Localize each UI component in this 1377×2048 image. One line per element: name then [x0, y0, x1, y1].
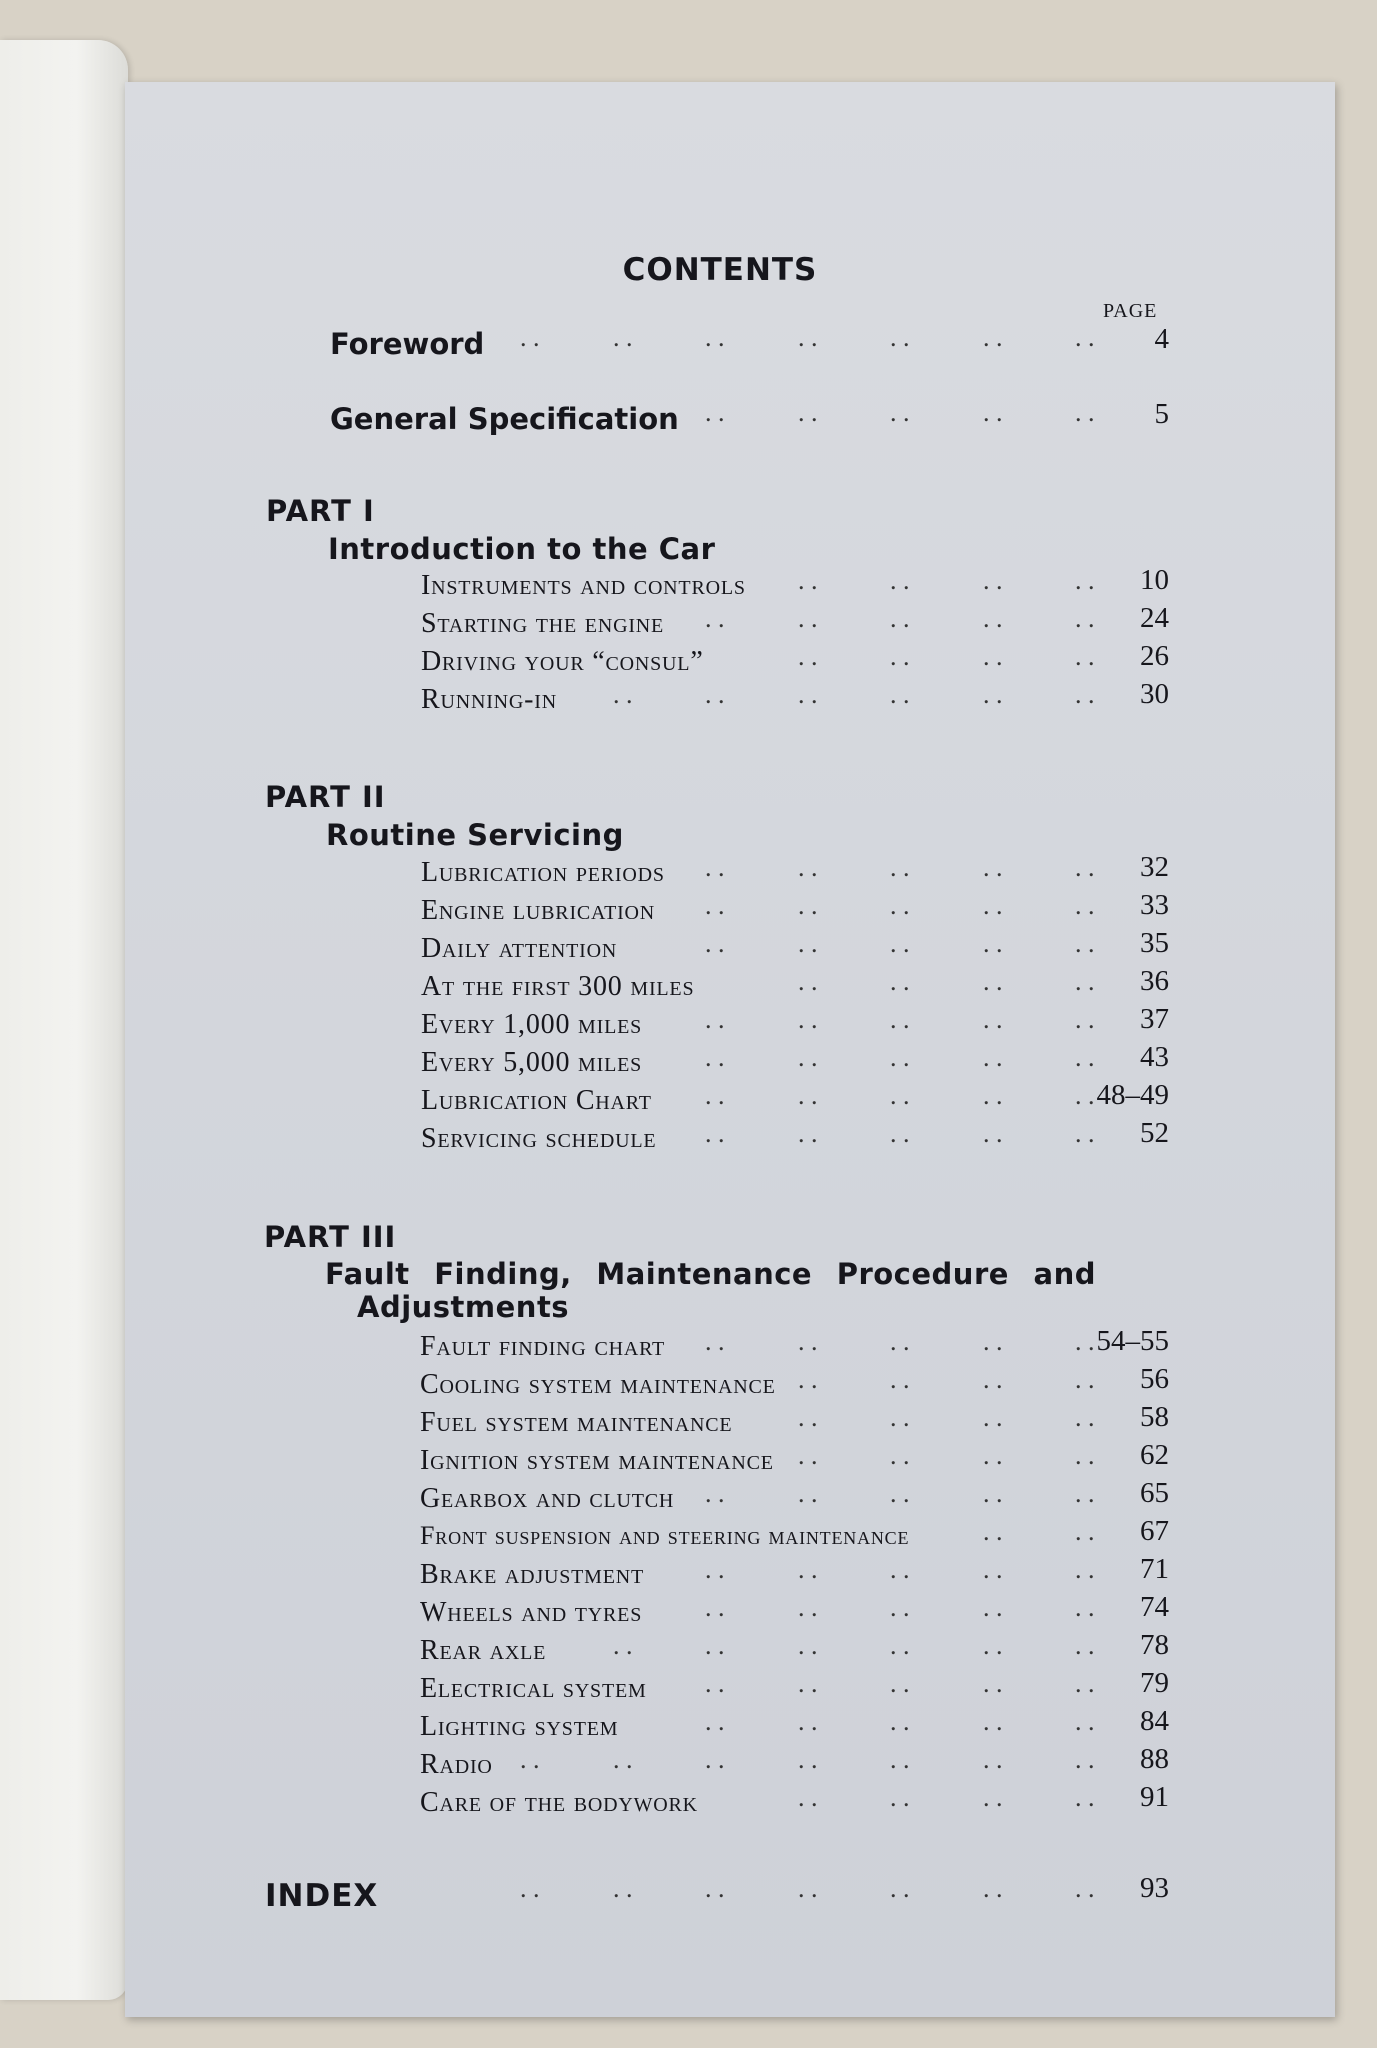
toc-item-label: Starting the engine [421, 608, 665, 639]
dot-leader: . . [983, 1783, 1003, 1812]
dot-leader: . . [798, 1874, 818, 1903]
dot-leader: . . [890, 1707, 910, 1736]
dot-leader: . . [705, 929, 725, 958]
dot-leader: . . [983, 1669, 1003, 1698]
dot-leader: . . [890, 1081, 910, 1110]
toc-item-label: At the first 300 miles [421, 971, 695, 1002]
dot-leader: . . [705, 323, 725, 352]
toc-item [125, 851, 1335, 891]
toc-entry-foreword [125, 323, 1335, 361]
toc-item-page: 10 [1140, 564, 1169, 596]
dot-leader: . . [1075, 1327, 1095, 1356]
toc-item-label: Front suspension and steering maintenance [420, 1521, 910, 1550]
dot-leader: . . [798, 1707, 818, 1736]
dot-leader: . . [705, 1327, 725, 1356]
toc-item [125, 965, 1335, 1005]
part-title: Introduction to the Car [328, 532, 716, 566]
dot-leader: . . [520, 323, 540, 352]
dot-leader: . . [705, 1631, 725, 1660]
dot-leader: . . [705, 1555, 725, 1584]
dot-leader: . . [983, 1441, 1003, 1470]
toc-item-page: 71 [1140, 1553, 1169, 1585]
toc-entry-general-specification [125, 398, 1335, 436]
dot-leader: . . [705, 891, 725, 920]
contents-page [125, 82, 1335, 2017]
dot-leader: . . [705, 1707, 725, 1736]
part-title-line1: Fault Finding, Maintenance Procedure and [325, 1257, 1096, 1291]
dot-leader: . . [890, 1365, 910, 1394]
toc-item [125, 1515, 1335, 1555]
dot-leader: . . [798, 1327, 818, 1356]
toc-item [125, 1591, 1335, 1631]
dot-leader: . . [798, 1783, 818, 1812]
dot-leader: . . [890, 929, 910, 958]
dot-leader: . . [890, 1555, 910, 1584]
dot-leader: . . [890, 566, 910, 595]
dot-leader: . . [983, 1707, 1003, 1736]
dot-leader: . . [983, 1555, 1003, 1584]
dot-leader: . . [1075, 1745, 1095, 1774]
dot-leader: . . [983, 1631, 1003, 1660]
dot-leader: . . [983, 642, 1003, 671]
dot-leader: . . [1075, 642, 1095, 671]
toc-item-page: 84 [1140, 1705, 1169, 1737]
toc-item-label: Lighting system [420, 1711, 619, 1742]
dot-leader: . . [890, 642, 910, 671]
dot-leader: . . [890, 1479, 910, 1508]
dot-leader: . . [983, 604, 1003, 633]
dot-leader: . . [890, 967, 910, 996]
toc-item [125, 1629, 1335, 1669]
dot-leader: . . [890, 1403, 910, 1432]
toc-item [125, 1553, 1335, 1593]
dot-leader: . . [890, 1043, 910, 1072]
dot-leader: . . [1075, 323, 1095, 352]
toc-item-label: Lubrication periods [421, 857, 665, 888]
toc-item [125, 1743, 1335, 1783]
dot-leader: . . [1075, 929, 1095, 958]
toc-item-label: Running-in [421, 684, 557, 715]
toc-item [125, 1003, 1335, 1043]
dot-leader: . . [1075, 1119, 1095, 1148]
dot-leader: . . [705, 1119, 725, 1148]
toc-item [125, 1363, 1335, 1403]
toc-item [125, 1079, 1335, 1119]
dot-leader: . . [983, 1081, 1003, 1110]
toc-item-page: 56 [1140, 1363, 1169, 1395]
toc-item-page: 52 [1140, 1117, 1169, 1149]
toc-item-label: Fault finding chart [420, 1331, 666, 1362]
dot-leader: . . [798, 1745, 818, 1774]
toc-item [125, 1477, 1335, 1517]
dot-leader: . . [1075, 853, 1095, 882]
toc-entry-page: 5 [1154, 398, 1169, 430]
dot-leader: . . [983, 1365, 1003, 1394]
dot-leader: . . [890, 1327, 910, 1356]
toc-item [125, 1401, 1335, 1441]
dot-leader: . . [983, 680, 1003, 709]
dot-leader: . . [890, 1745, 910, 1774]
toc-item-label: Radio [420, 1749, 493, 1780]
dot-leader: . . [983, 1403, 1003, 1432]
part-title-line2: Adjustments [357, 1290, 570, 1324]
dot-leader: . . [613, 1745, 633, 1774]
dot-leader: . . [798, 323, 818, 352]
part-title: Routine Servicing [326, 818, 624, 852]
dot-leader: . . [1075, 1005, 1095, 1034]
toc-item-page: 58 [1140, 1401, 1169, 1433]
dot-leader: . . [1075, 1874, 1095, 1903]
dot-leader: . . [983, 1327, 1003, 1356]
toc-item-label: Fuel system maintenance [420, 1407, 733, 1438]
toc-item-page: 54–55 [1096, 1325, 1169, 1357]
toc-item [125, 927, 1335, 967]
dot-leader: . . [890, 891, 910, 920]
toc-item-page: 35 [1140, 927, 1169, 959]
dot-leader: . . [613, 680, 633, 709]
toc-item [125, 640, 1335, 680]
dot-leader: . . [1075, 1555, 1095, 1584]
toc-item [125, 889, 1335, 929]
toc-item-page: 74 [1140, 1591, 1169, 1623]
dot-leader: . . [1075, 1783, 1095, 1812]
dot-leader: . . [798, 967, 818, 996]
dot-leader: . . [798, 1403, 818, 1432]
toc-entry-label: General Specification [330, 402, 679, 436]
dot-leader: . . [983, 398, 1003, 427]
dot-leader: . . [705, 1669, 725, 1698]
toc-item-label: Driving your “consul” [421, 646, 704, 677]
dot-leader: . . [1075, 1631, 1095, 1660]
dot-leader: . . [798, 1005, 818, 1034]
dot-leader: . . [890, 680, 910, 709]
dot-leader: . . [890, 1593, 910, 1622]
dot-leader: . . [890, 1783, 910, 1812]
dot-leader: . . [705, 853, 725, 882]
dot-leader: . . [798, 1365, 818, 1394]
dot-leader: . . [890, 1874, 910, 1903]
dot-leader: . . [983, 566, 1003, 595]
dot-leader: . . [798, 680, 818, 709]
toc-item-page: 48–49 [1096, 1079, 1169, 1111]
part-heading: PART I [266, 494, 375, 528]
toc-item [125, 1705, 1335, 1745]
dot-leader: . . [890, 398, 910, 427]
toc-item-label: Ignition system maintenance [420, 1445, 774, 1476]
toc-item-page: 26 [1140, 640, 1169, 672]
dot-leader: . . [705, 1593, 725, 1622]
dot-leader: . . [798, 566, 818, 595]
index-page: 93 [1140, 1872, 1169, 1904]
toc-item-page: 65 [1140, 1477, 1169, 1509]
page-column-label: PAGE [1103, 300, 1158, 322]
dot-leader: . . [798, 853, 818, 882]
toc-item-page: 88 [1140, 1743, 1169, 1775]
toc-item [125, 1041, 1335, 1081]
dot-leader: . . [798, 1043, 818, 1072]
toc-item-page: 32 [1140, 851, 1169, 883]
toc-item-page: 62 [1140, 1439, 1169, 1471]
toc-item-label: Every 5,000 miles [421, 1047, 643, 1078]
dot-leader: . . [983, 1745, 1003, 1774]
facing-page [0, 40, 128, 2000]
dot-leader: . . [1075, 1669, 1095, 1698]
dot-leader: . . [798, 1631, 818, 1660]
toc-item-label: Wheels and tyres [420, 1597, 643, 1628]
dot-leader: . . [890, 1119, 910, 1148]
dot-leader: . . [1075, 604, 1095, 633]
toc-entry-index [125, 1872, 1335, 1914]
dot-leader: . . [983, 1119, 1003, 1148]
part-heading: PART III [264, 1220, 397, 1254]
dot-leader: . . [890, 1669, 910, 1698]
dot-leader: . . [798, 1555, 818, 1584]
dot-leader: . . [1075, 1593, 1095, 1622]
dot-leader: . . [520, 1745, 540, 1774]
dot-leader: . . [890, 1441, 910, 1470]
dot-leader: . . [983, 323, 1003, 352]
dot-leader: . . [890, 1631, 910, 1660]
dot-leader: . . [890, 853, 910, 882]
dot-leader: . . [983, 1005, 1003, 1034]
dot-leader: . . [705, 1874, 725, 1903]
toc-item-page: 78 [1140, 1629, 1169, 1661]
toc-entry-page: 4 [1154, 323, 1169, 355]
toc-item-page: 43 [1140, 1041, 1169, 1073]
dot-leader: . . [798, 1479, 818, 1508]
toc-item-page: 67 [1140, 1515, 1169, 1547]
dot-leader: . . [798, 1081, 818, 1110]
toc-item-label: Rear axle [420, 1635, 547, 1666]
dot-leader: . . [983, 1517, 1003, 1546]
toc-item [125, 1781, 1335, 1821]
dot-leader: . . [705, 398, 725, 427]
dot-leader: . . [798, 398, 818, 427]
dot-leader: . . [983, 1043, 1003, 1072]
toc-item-label: Instruments and controls [421, 570, 746, 601]
dot-leader: . . [1075, 1043, 1095, 1072]
toc-item-page: 33 [1140, 889, 1169, 921]
dot-leader: . . [798, 929, 818, 958]
dot-leader: . . [613, 1874, 633, 1903]
dot-leader: . . [983, 891, 1003, 920]
dot-leader: . . [1075, 1517, 1095, 1546]
dot-leader: . . [983, 967, 1003, 996]
toc-item-label: Electrical system [420, 1673, 647, 1704]
dot-leader: . . [705, 680, 725, 709]
dot-leader: . . [705, 1745, 725, 1774]
dot-leader: . . [798, 1669, 818, 1698]
dot-leader: . . [1075, 1081, 1095, 1110]
dot-leader: . . [983, 1593, 1003, 1622]
dot-leader: . . [613, 323, 633, 352]
toc-item-page: 79 [1140, 1667, 1169, 1699]
dot-leader: . . [798, 1593, 818, 1622]
dot-leader: . . [798, 604, 818, 633]
dot-leader: . . [983, 929, 1003, 958]
dot-leader: . . [798, 891, 818, 920]
toc-item-label: Engine lubrication [421, 895, 656, 926]
page-title: CONTENTS [622, 252, 818, 288]
toc-item-label: Every 1,000 miles [421, 1009, 643, 1040]
dot-leader: . . [798, 1441, 818, 1470]
toc-item [125, 1667, 1335, 1707]
dot-leader: . . [705, 1081, 725, 1110]
toc-item [125, 1117, 1335, 1157]
dot-leader: . . [520, 1874, 540, 1903]
dot-leader: . . [983, 1874, 1003, 1903]
dot-leader: . . [890, 323, 910, 352]
toc-item-page: 24 [1140, 602, 1169, 634]
toc-item [125, 564, 1335, 604]
toc-item-label: Servicing schedule [421, 1123, 657, 1154]
toc-item-label: Lubrication Chart [421, 1085, 652, 1116]
dot-leader: . . [890, 604, 910, 633]
dot-leader: . . [705, 604, 725, 633]
toc-item-page: 36 [1140, 965, 1169, 997]
index-label: INDEX [265, 1878, 379, 1914]
dot-leader: . . [705, 1043, 725, 1072]
dot-leader: . . [1075, 1479, 1095, 1508]
toc-item-label: Brake adjustment [420, 1559, 645, 1590]
toc-item-label: Gearbox and clutch [420, 1483, 675, 1514]
dot-leader: . . [1075, 566, 1095, 595]
dot-leader: . . [1075, 1403, 1095, 1432]
dot-leader: . . [705, 1005, 725, 1034]
toc-item-page: 37 [1140, 1003, 1169, 1035]
toc-item [125, 1439, 1335, 1479]
dot-leader: . . [1075, 680, 1095, 709]
dot-leader: . . [1075, 1707, 1095, 1736]
dot-leader: . . [613, 1631, 633, 1660]
toc-item-label: Daily attention [421, 933, 618, 964]
dot-leader: . . [1075, 1441, 1095, 1470]
dot-leader: . . [1075, 1365, 1095, 1394]
toc-item [125, 678, 1335, 718]
toc-item [125, 1325, 1335, 1365]
dot-leader: . . [705, 1479, 725, 1508]
dot-leader: . . [798, 642, 818, 671]
dot-leader: . . [890, 1005, 910, 1034]
dot-leader: . . [1075, 891, 1095, 920]
toc-entry-label: Foreword [330, 327, 485, 361]
toc-item [125, 602, 1335, 642]
dot-leader: . . [983, 853, 1003, 882]
dot-leader: . . [798, 1119, 818, 1148]
part-heading: PART II [265, 780, 386, 814]
toc-item-label: Care of the bodywork [420, 1787, 698, 1818]
toc-item-page: 30 [1140, 678, 1169, 710]
dot-leader: . . [1075, 398, 1095, 427]
dot-leader: . . [983, 1479, 1003, 1508]
toc-item-page: 91 [1140, 1781, 1169, 1813]
toc-item-label: Cooling system maintenance [420, 1369, 776, 1400]
dot-leader: . . [1075, 967, 1095, 996]
